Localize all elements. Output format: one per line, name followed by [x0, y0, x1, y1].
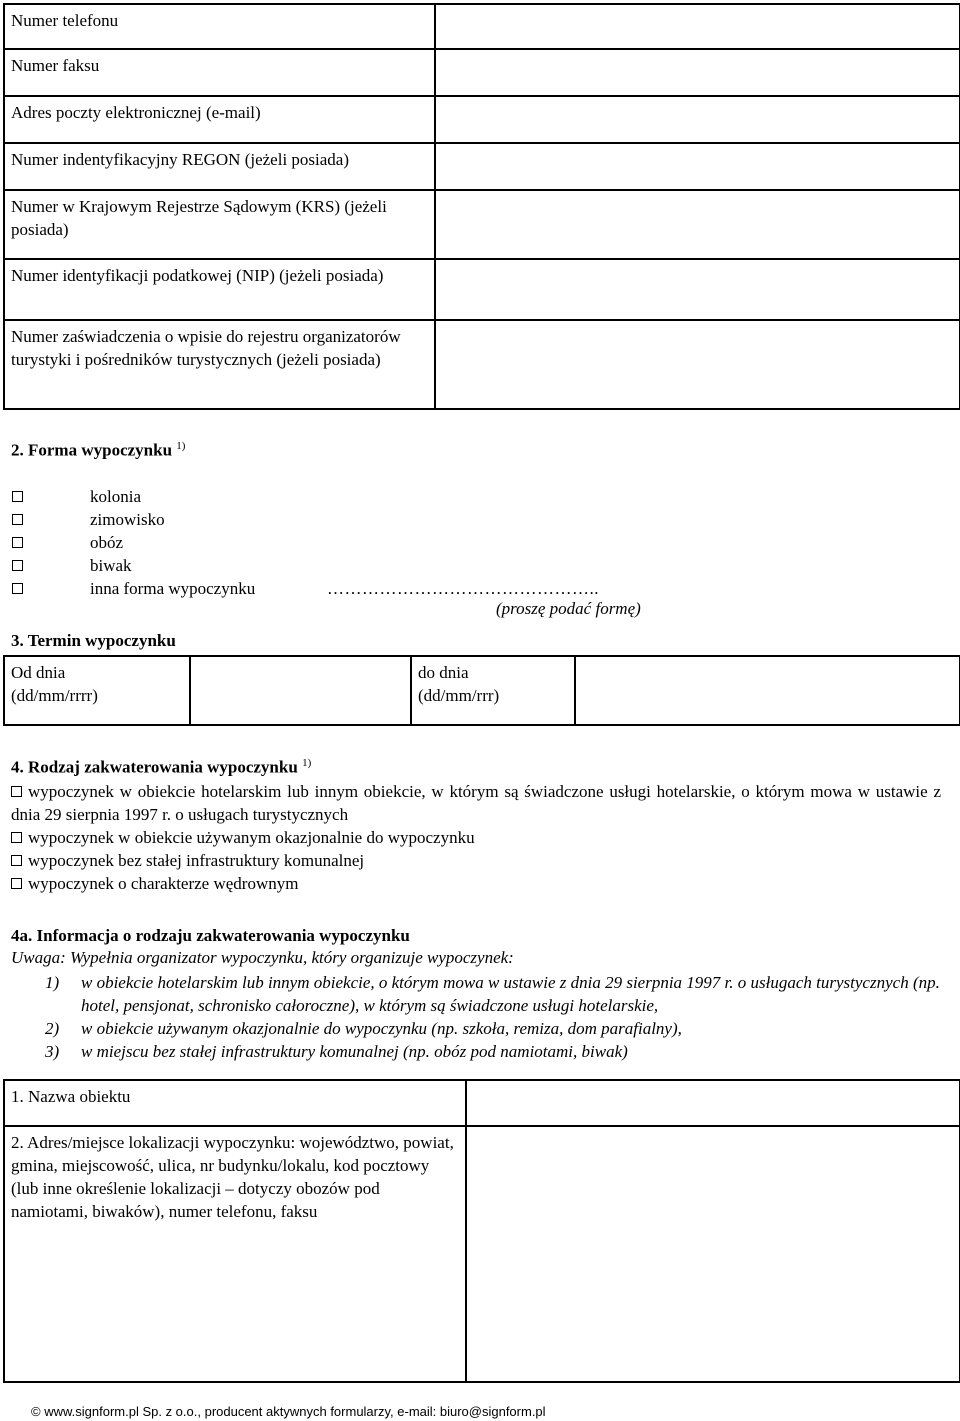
input-object-address[interactable]	[466, 1126, 960, 1382]
checkbox-icon[interactable]	[12, 514, 23, 525]
list-item: 2) w obiekcie używanym okazjonalnie do wypoczynku (np. szkoła, remiza, dom parafialny),	[45, 1019, 682, 1038]
form-option-biwak[interactable]: biwak	[12, 554, 29, 577]
input-fax[interactable]	[435, 49, 960, 96]
label-email: Adres poczty elektronicznej (e-mail)	[4, 96, 435, 143]
date-range-table	[3, 655, 960, 726]
contact-info-table	[3, 3, 960, 410]
section3-title: 3. Termin wypoczynku	[11, 631, 176, 650]
other-form-hint: (proszę podać formę)	[496, 599, 641, 618]
form-option-zimowisko[interactable]: zimowisko	[12, 508, 29, 531]
from-label-cell: Od dnia (dd/mm/rrrr)	[4, 656, 190, 725]
list-item: 3) w miejscu bez stałej infrastruktury komunalnej (np. obóz pod namiotami, biwak)	[45, 1042, 628, 1061]
accommodation-option-hotel[interactable]: wypoczynek w obiekcie hotelarskim lub innym obiekcie, w którym są świadczone usługi hotelarskie, o którym mowa w ustawie z dnia 29 sierpnia 1997 r. o usługach turystycznych	[11, 782, 941, 824]
accommodation-options	[11, 780, 941, 895]
input-krs[interactable]	[435, 190, 960, 259]
checkbox-icon[interactable]	[12, 583, 23, 594]
checkbox-icon[interactable]	[12, 560, 23, 571]
checkbox-icon[interactable]	[11, 878, 22, 889]
footer-copyright: © www.signform.pl Sp. z o.o., producent aktywnych formularzy, e-mail: biuro@signform.pl	[31, 1404, 546, 1419]
label-fax: Numer faksu	[4, 49, 435, 96]
other-form-dots[interactable]: ………………………………………..	[327, 579, 599, 598]
label-phone: Numer telefonu	[4, 4, 435, 49]
checkbox-icon[interactable]	[11, 855, 22, 866]
input-regon[interactable]	[435, 143, 960, 190]
form-option-other[interactable]: inna forma wypoczynku	[12, 577, 29, 600]
label-krs: Numer w Krajowym Rejestrze Sądowym (KRS) (jeżeli posiada)	[4, 190, 435, 259]
to-date-input[interactable]	[575, 656, 960, 725]
input-registry-certificate[interactable]	[435, 320, 960, 409]
label-nip: Numer identyfikacji podatkowej (NIP) (jeżeli posiada)	[4, 259, 435, 320]
list-item: 1) w obiekcie hotelarskim lub innym obiekcie, o którym mowa w ustawie z dnia 29 sierpnia 1997 r. o usługach turystycznych (np. hotel, pensjonat, schronisko całoroczne), w którym są świadczone usługi hotelarskie,	[45, 973, 940, 1015]
section4a-note: Uwaga: Wypełnia organizator wypoczynku, który organizuje wypoczynek:	[11, 948, 514, 967]
input-nip[interactable]	[435, 259, 960, 320]
section2-title: 2. Forma wypoczynku $^{1)}$	[11, 440, 186, 460]
input-email[interactable]	[435, 96, 960, 143]
input-object-name[interactable]	[466, 1080, 960, 1126]
input-phone[interactable]	[435, 4, 960, 49]
checkbox-icon[interactable]	[11, 832, 22, 843]
checkbox-icon[interactable]	[11, 786, 22, 797]
to-label-cell: do dnia (dd/mm/rrr)	[411, 656, 575, 725]
accommodation-option-wandering[interactable]: wypoczynek o charakterze wędrownym	[11, 872, 941, 895]
label-registry-certificate: Numer zaświadczenia o wpisie do rejestru organizatorów turystyki i pośredników turystycznych (jeżeli posiada)	[4, 320, 435, 409]
section4a-title: 4a. Informacja o rodzaju zakwaterowania wypoczynku	[11, 926, 410, 945]
label-object-name: 1. Nazwa obiektu	[4, 1080, 466, 1126]
accommodation-option-occasional[interactable]: wypoczynek w obiekcie używanym okazjonalnie do wypoczynku	[11, 826, 941, 849]
form-option-oboz[interactable]: obóz	[12, 531, 29, 554]
checkbox-icon[interactable]	[12, 491, 23, 502]
section4-title: 4. Rodzaj zakwaterowania wypoczynku $^{1)}$	[11, 757, 312, 777]
object-table	[3, 1079, 960, 1383]
accommodation-option-no-infrastructure[interactable]: wypoczynek bez stałej infrastruktury komunalnej	[11, 849, 941, 872]
label-regon: Numer indentyfikacyjny REGON (jeżeli posiada)	[4, 143, 435, 190]
form-option-kolonia[interactable]: kolonia	[12, 485, 29, 508]
from-date-input[interactable]	[190, 656, 411, 725]
checkbox-icon[interactable]	[12, 537, 23, 548]
label-object-address: 2. Adres/miejsce lokalizacji wypoczynku: województwo, powiat, gmina, miejscowość, ulica, nr budynku/lokalu, kod pocztowy (lub inne określenie lokalizacji – dotyczy obozów pod namiotami, biwaków), numer telefonu, faksu	[4, 1126, 466, 1382]
section4a-list	[11, 971, 941, 1063]
